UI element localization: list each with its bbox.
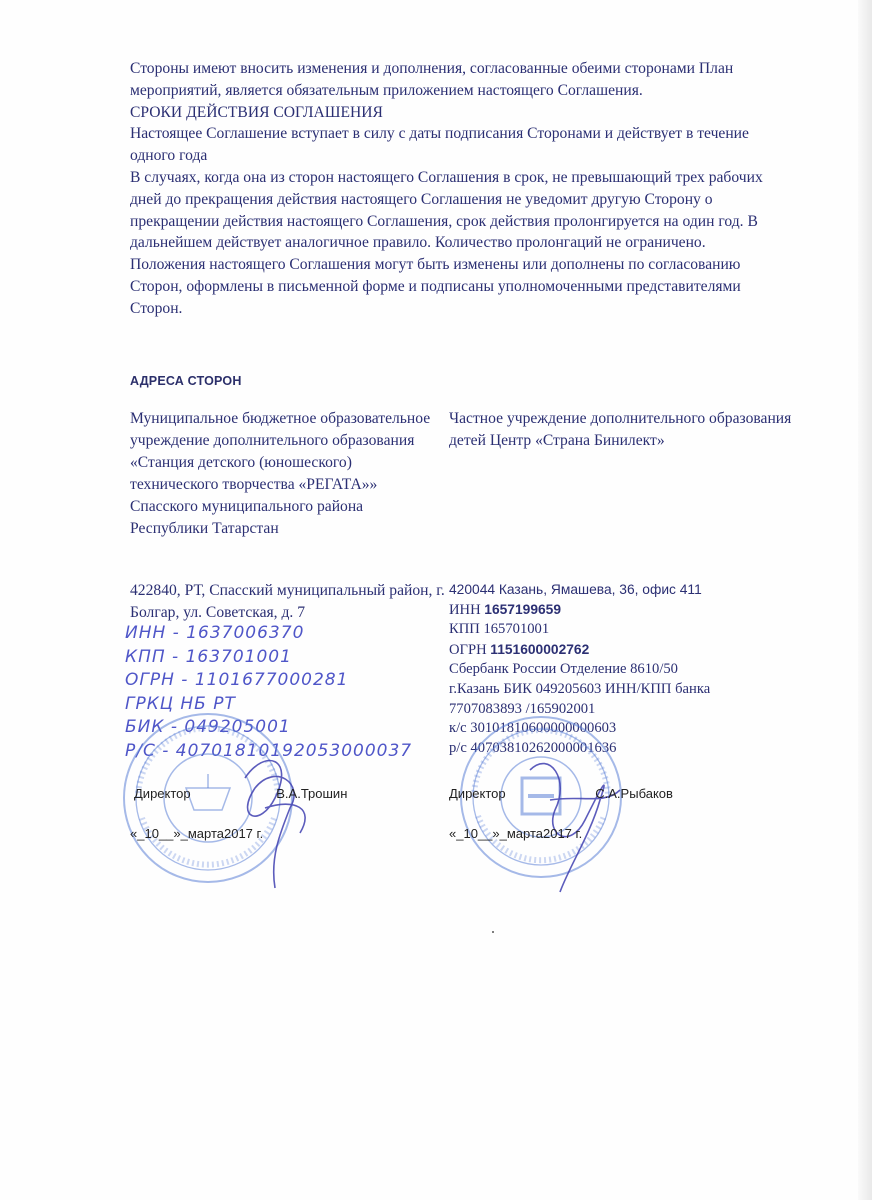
right-bank-bik: г.Казань БИК 049205603 ИНН/КПП банка xyxy=(449,680,711,697)
ogrn-value: 1151600002762 xyxy=(490,641,590,657)
right-kpp: КПП 165701001 xyxy=(449,621,550,638)
addresses-heading: АДРЕСА СТОРОН xyxy=(130,374,242,388)
right-director-name: С.А.Рыбаков xyxy=(595,786,673,801)
paragraph-changes: Положения настоящего Соглашения могут быть изменены или дополнены по согласованию Сторон, оформлены в письменной форме и подписаны уполномоченными представителями Сторон. xyxy=(130,256,741,317)
right-director-label: Директор xyxy=(449,786,506,801)
section-heading-term: СРОКИ ДЕЙСТВИЯ СОГЛАШЕНИЯ xyxy=(130,103,383,121)
paragraph-prolongation: В случаях, когда она из сторон настоящего Соглашения в срок, не превышающий трех рабочих дней до прекращения действия настоящего Соглашения не уведомит другую Сторону о прекращении действия настоящего Соглашения, срок действия пролонгируется на один год. В дальнейшем действует аналогичное правило. Количество пролонгаций не ограничено. xyxy=(130,168,763,252)
handwritten-rs: Р/С - 40701810192053000037 xyxy=(125,740,413,761)
left-party-address xyxy=(130,580,450,624)
right-ogrn xyxy=(449,640,809,661)
stray-dot xyxy=(492,931,494,933)
right-inn xyxy=(449,600,809,621)
right-correspondent-account: к/с 30101810600000000603 xyxy=(449,720,617,737)
paragraph-effective-date: Настоящее Соглашение вступает в силу с даты подписания Сторонами и действует в течение одного года xyxy=(130,125,749,165)
right-org-name: Частное учреждение дополнительного образования детей Центр «Страна Бинилект» xyxy=(449,410,792,449)
left-org-name: Муниципальное бюджетное образовательное учреждение дополнительного образования «Станция детского (юношеского) технического творчества «РЕГАТА»» Спасского муниципального района Республики Татарстан xyxy=(130,410,431,537)
handwritten-bank: ГРКЦ НБ РТ xyxy=(125,693,236,714)
page-edge xyxy=(858,0,872,1200)
left-director-label: Директор xyxy=(134,786,191,801)
right-address-text: 420044 Казань, Ямашева, 36, офис 411 xyxy=(449,582,702,597)
right-signature-icon xyxy=(510,740,630,900)
handwritten-inn: ИНН - 1637006370 xyxy=(125,623,305,643)
inn-value: 1657199659 xyxy=(484,601,562,617)
right-director-line xyxy=(449,786,673,801)
inn-label: ИНН xyxy=(449,601,485,618)
handwritten-bik: БИК - 049205001 xyxy=(125,717,291,738)
handwritten-kpp: КПП - 163701001 xyxy=(125,646,292,667)
ogrn-label: ОГРН xyxy=(449,641,491,658)
right-date: «_10__»_марта2017 г. xyxy=(449,826,583,841)
handwritten-ogrn: ОГРН - 1101677000281 xyxy=(125,670,349,691)
right-bank-inn-kpp: 7707083893 /165902001 xyxy=(449,700,596,717)
left-address-text: 422840, РТ, Спасский муниципальный район, г. Болгар, ул. Советская, д. 7 xyxy=(130,582,445,621)
left-date: «_10__»_марта2017 г. xyxy=(130,826,264,841)
left-director-name: В.А.Трошин xyxy=(276,786,348,801)
left-signature-icon xyxy=(205,738,335,898)
paragraph-amendments: Стороны имеют вносить изменения и дополнения, согласованные обеими сторонами План мероприятий, является обязательным приложением настоящего Соглашения. xyxy=(130,60,734,99)
right-bank-branch: Сбербанк России Отделение 8610/50 xyxy=(449,661,678,678)
right-party-org xyxy=(449,408,794,452)
agreement-body xyxy=(130,58,796,320)
right-settlement-account: р/с 40703810262000001636 xyxy=(449,739,617,756)
left-director-line xyxy=(134,786,347,801)
left-party-org xyxy=(130,408,440,540)
